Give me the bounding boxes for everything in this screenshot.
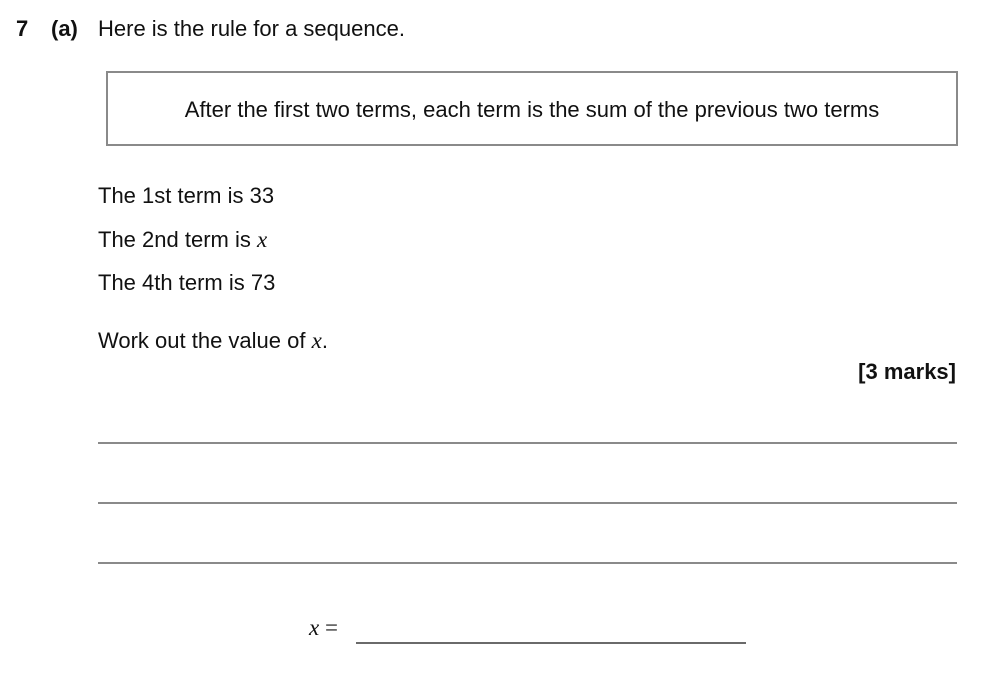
variable-x: x <box>309 615 320 640</box>
given-second-term <box>98 227 267 253</box>
sequence-rule-box <box>106 71 958 146</box>
instruction-text <box>98 328 328 354</box>
question-part-label: (a) <box>51 16 78 41</box>
working-line-3[interactable] <box>98 562 957 564</box>
question-number: 7 <box>16 16 29 41</box>
given-first-term: The 1st term is 33 <box>98 183 275 208</box>
marks-label: [3 marks] <box>858 359 956 384</box>
working-line-2[interactable] <box>98 502 957 504</box>
equals-sign: = <box>319 615 338 640</box>
sequence-rule-text: After the first two terms, each term is the sum of the previous two terms <box>184 97 880 122</box>
given-fourth-term: The 4th term is 73 <box>98 270 276 295</box>
instruction-prefix: Work out the value of <box>98 328 312 353</box>
final-answer-label <box>309 615 338 641</box>
variable-x: x <box>311 328 322 353</box>
given-second-term-text: The 2nd term is <box>98 227 257 252</box>
instruction-suffix: . <box>321 328 328 353</box>
final-answer-line[interactable] <box>356 642 746 644</box>
question-stem: Here is the rule for a sequence. <box>98 16 405 41</box>
variable-x: x <box>256 227 268 252</box>
working-line-1[interactable] <box>98 442 957 444</box>
